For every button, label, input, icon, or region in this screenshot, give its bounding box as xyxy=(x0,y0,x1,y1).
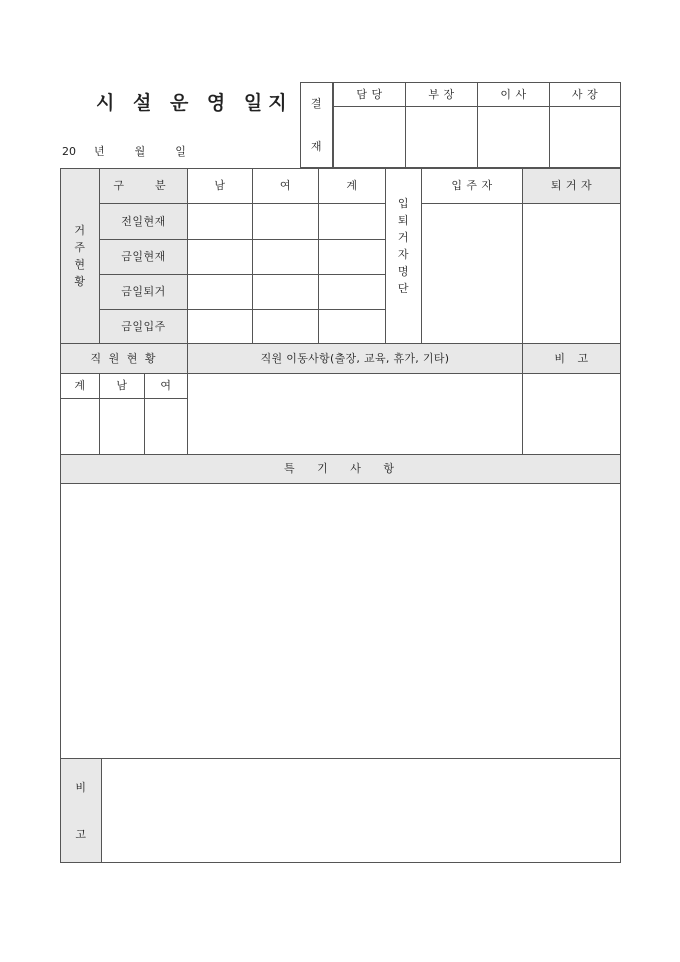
residents-char: 현 xyxy=(74,258,86,271)
row-cell[interactable] xyxy=(187,309,253,344)
movers-char: 퇴 xyxy=(397,214,410,227)
movers-char: 거 xyxy=(397,231,410,244)
staff-female-value[interactable] xyxy=(144,398,188,455)
row-label-current: 금일현재 xyxy=(99,239,188,275)
date-month-label: 월 xyxy=(134,145,146,159)
row-cell[interactable] xyxy=(252,274,319,310)
date-day-label: 일 xyxy=(175,145,186,159)
date-year-label: 년 xyxy=(94,145,105,159)
female-header: 여 xyxy=(252,168,319,204)
approval-role-president: 사 장 xyxy=(549,82,621,107)
residents-char: 거 xyxy=(74,224,86,237)
staff-total-header: 계 xyxy=(60,373,100,399)
staff-movement-content[interactable] xyxy=(187,373,523,455)
approval-char: 결 xyxy=(310,97,323,110)
staff-remarks-header: 비 고 xyxy=(522,343,621,374)
date-year-prefix: 20 xyxy=(62,145,76,159)
movers-char: 단 xyxy=(397,282,410,295)
staff-movement-header: 직원 이동사항(출장, 교육, 휴가, 기타) xyxy=(187,343,523,374)
approval-sign-box[interactable] xyxy=(549,106,621,168)
move-in-header: 입 주 자 xyxy=(421,168,523,204)
move-in-list[interactable] xyxy=(421,203,523,344)
document-title: 시 설 운 영 일지 xyxy=(96,91,293,114)
approval-role-staff: 담 당 xyxy=(333,82,406,107)
row-cell[interactable] xyxy=(318,203,386,240)
special-notes-header: 특 기 사 항 xyxy=(60,454,621,484)
row-cell[interactable] xyxy=(252,309,319,344)
move-out-header: 퇴 거 자 xyxy=(522,168,621,204)
move-out-list[interactable] xyxy=(522,203,621,344)
row-cell[interactable] xyxy=(318,274,386,310)
remarks-char: 비 xyxy=(75,780,87,794)
movers-char: 입 xyxy=(397,197,410,210)
remarks-char: 고 xyxy=(75,827,87,841)
approval-sign-box[interactable] xyxy=(405,106,478,168)
bottom-remarks-label xyxy=(60,758,102,863)
approval-sign-box[interactable] xyxy=(333,106,406,168)
row-label-moveout: 금일퇴거 xyxy=(99,274,188,310)
residents-char: 주 xyxy=(74,241,86,254)
row-label-movein: 금일입주 xyxy=(99,309,188,344)
row-cell[interactable] xyxy=(318,239,386,275)
residents-section-label xyxy=(60,168,100,344)
movers-char: 명 xyxy=(397,265,410,278)
approval-label xyxy=(300,82,333,168)
row-cell[interactable] xyxy=(187,239,253,275)
row-cell[interactable] xyxy=(252,203,319,240)
staff-male-value[interactable] xyxy=(99,398,145,455)
staff-male-header: 남 xyxy=(99,373,145,399)
row-cell[interactable] xyxy=(187,203,253,240)
staff-female-header: 여 xyxy=(144,373,188,399)
date-line xyxy=(62,140,298,164)
movers-list-label xyxy=(385,168,422,344)
staff-remarks-content[interactable] xyxy=(522,373,621,455)
total-header: 계 xyxy=(318,168,386,204)
row-cell[interactable] xyxy=(187,274,253,310)
staff-status-header: 직 원 현 황 xyxy=(60,343,188,374)
special-notes-content[interactable] xyxy=(60,483,621,759)
approval-role-manager: 부 장 xyxy=(405,82,478,107)
approval-char: 재 xyxy=(310,140,323,153)
residents-char: 황 xyxy=(74,275,86,288)
row-cell[interactable] xyxy=(252,239,319,275)
male-header: 남 xyxy=(187,168,253,204)
staff-total-value[interactable] xyxy=(60,398,100,455)
approval-role-director: 이 사 xyxy=(477,82,550,107)
row-label-previous: 전일현재 xyxy=(99,203,188,240)
row-cell[interactable] xyxy=(318,309,386,344)
category-header: 구 분 xyxy=(99,168,188,204)
bottom-remarks-content[interactable] xyxy=(101,758,621,863)
movers-char: 자 xyxy=(397,248,410,261)
approval-sign-box[interactable] xyxy=(477,106,550,168)
